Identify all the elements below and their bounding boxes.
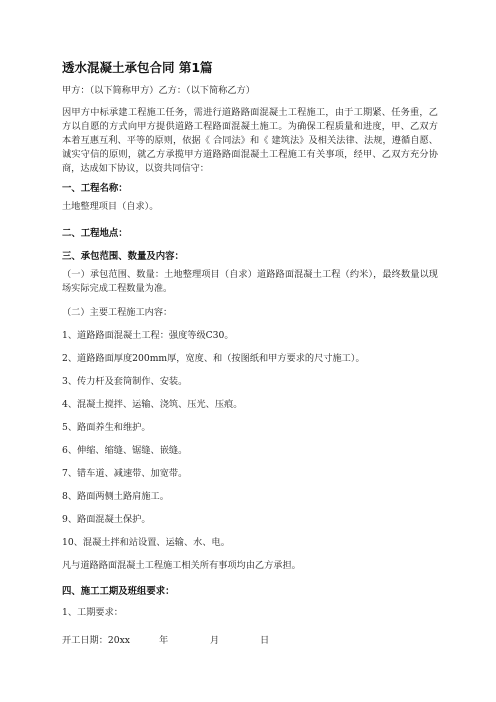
list-item: 2、道路路面厚度200mm厚，宽度、和（按图纸和甲方要求的尺寸施工）。 (62, 353, 365, 364)
scope-paragraph: （一）承包范围、数量：土地整理项目（自求）道路路面混凝土工程（约米），最终数量以现场实际完成工程数量为准。 (62, 269, 438, 294)
start-date-label: 开工日期：20xx (62, 635, 130, 646)
list-item: 6、伸缩、缩缝、锯缝、嵌缝。 (62, 445, 188, 456)
year-label: 年 (159, 635, 169, 646)
parties-line: 甲方：（以下简称甲方）乙方：（以下简称乙方） (62, 85, 255, 96)
list-item: 7、错车道、减速带、加宽带。 (62, 468, 188, 479)
content-subheading: （二）主要工程施工内容： (62, 307, 173, 318)
list-item: 5、路面养生和维护。 (62, 422, 151, 433)
intro-paragraph: 因甲方中标承建工程施工任务，需进行道路路面混凝土工程施工，由于工期紧、任务重，乙方以自愿的方式向甲方提供道路工程路面混凝土施工。为确保工程质量和进度，甲、乙双方本着互惠互利、平等的原则，依据《 合同法》和《 建筑法》及相关法律、法规，遵循自愿、诚实守信的原则，就乙方承揽甲方道路路面混凝土工程施工有关事项，经甲、乙双方充分协商，达成如下协议，以资共同信守： (62, 107, 438, 174)
list-item: 9、路面混凝土保护。 (62, 514, 151, 525)
list-item: 4、混凝土搅拌、运输、浇筑、压光、压痕。 (62, 399, 243, 410)
document-title: 透水混凝土承包合同 第1篇 (62, 60, 213, 75)
project-name-text: 土地整理项目（自求）。 (62, 201, 159, 212)
list-item: 8、路面两侧土路肩施工。 (62, 491, 169, 502)
section-heading-scope: 三、承包范围、数量及内容： (62, 251, 184, 262)
list-item: 1、道路路面混凝土工程：强度等级C30。 (62, 330, 234, 341)
day-label: 日 (260, 635, 270, 646)
list-item: 3、传力杆及套筒制作、安装。 (62, 376, 188, 387)
section-heading-project-name: 一、工程名称： (62, 183, 128, 194)
month-label: 月 (210, 635, 220, 646)
list-item: 10、混凝土拌和站设置、运输、水、电。 (62, 537, 230, 548)
period-label: 1、工期要求： (62, 607, 123, 618)
section-heading-schedule: 四、施工工期及班组要求： (62, 586, 175, 597)
section-heading-location: 二、工程地点： (62, 228, 128, 239)
closing-text: 凡与道路路面混凝土工程施工相关所有事项均由乙方承担。 (62, 560, 301, 571)
